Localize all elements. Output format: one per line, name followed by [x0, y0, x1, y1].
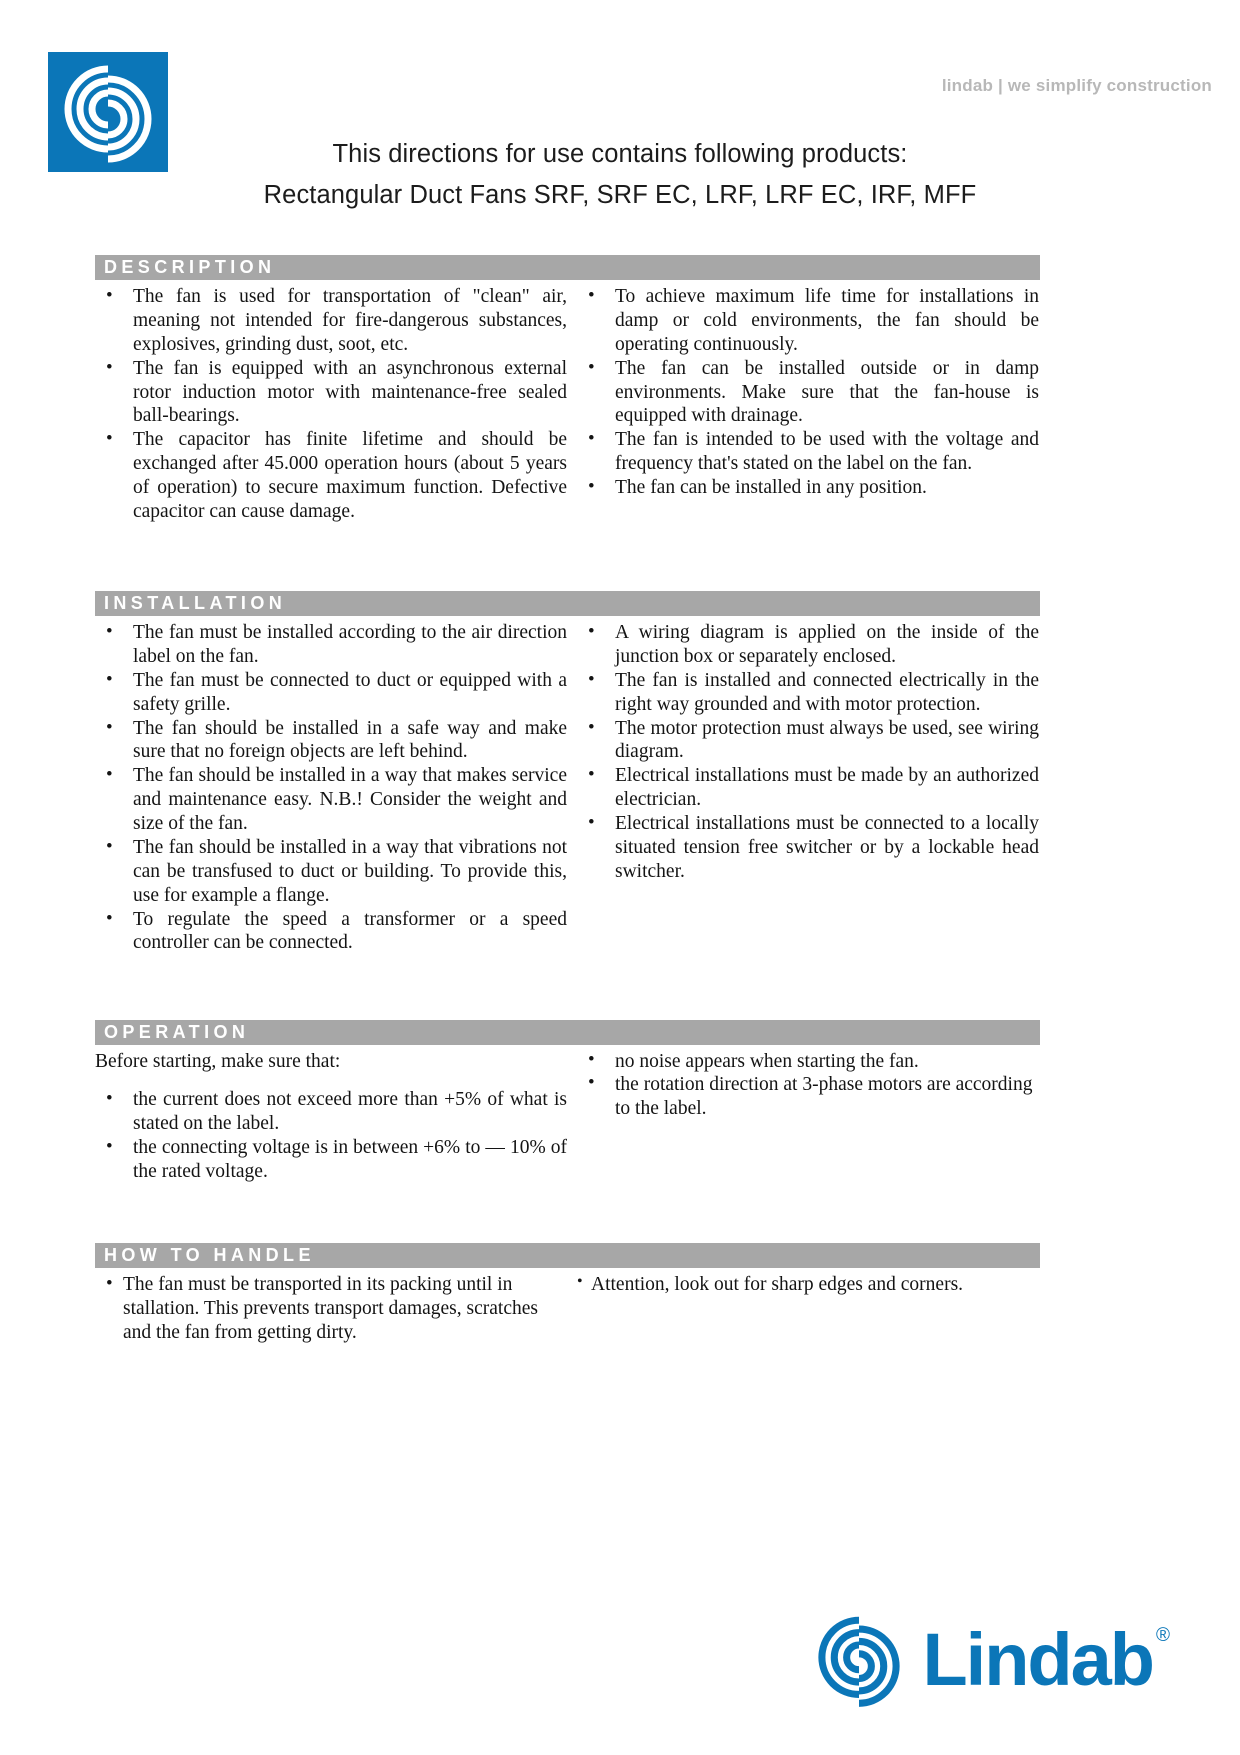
section-heading-label: DESCRIPTION: [104, 257, 276, 277]
page-title-line-2: Rectangular Duct Fans SRF, SRF EC, LRF, LRF EC, IRF, MFF: [263, 181, 977, 209]
page-header: [0, 0, 1240, 232]
list-item: • To regulate the speed a transformer or a speed controller can be connected.: [95, 908, 567, 956]
list-item: • The fan must be connected to duct or equipped with a safety grille.: [95, 669, 567, 717]
list-item: • Electrical installations must be made by an authorized electrician.: [577, 764, 1039, 812]
section-how-to-handle: [95, 1243, 1040, 1345]
bullet-list-left: [95, 1273, 567, 1345]
section-columns: [95, 1050, 1040, 1183]
bullet-list-right: [577, 285, 1039, 500]
section-header-installation: [95, 591, 1040, 616]
list-item: • The capacitor has finite lifetime and should be exchanged after 45.000 operation hours (about 5 years of operation) to secure maximum function. Defective capacitor can cause damage.: [95, 428, 567, 524]
section-columns: [95, 621, 1040, 955]
column-left: [95, 621, 567, 955]
bullet-list-left: [95, 1088, 567, 1184]
column-right: [567, 1050, 1039, 1183]
list-item: • The fan is intended to be used with the voltage and frequency that's stated on the label on the fan.: [577, 428, 1039, 476]
list-item: • To achieve maximum life time for installations in damp or cold environments, the fan should be operating continuously.: [577, 285, 1039, 357]
bullet-list-right: [577, 1050, 1039, 1120]
list-item: • The fan is equipped with an asynchronous external rotor induction motor with maintenance-free sealed ball-bearings.: [95, 357, 567, 429]
list-item: • The fan must be transported in its packing until in stallation. This prevents transport damages, scratches and the fan from getting dirty.: [95, 1273, 567, 1345]
list-item: • The fan is installed and connected electrically in the right way grounded and with motor protection.: [577, 669, 1039, 717]
list-item: • The fan can be installed outside or in damp environments. Make sure that the fan-house is equipped with drainage.: [577, 357, 1039, 429]
section-operation: [95, 1020, 1040, 1183]
page-footer: [0, 1603, 1240, 1713]
bullet-list-left: [95, 621, 567, 955]
section-heading-label: HOW TO HANDLE: [104, 1245, 315, 1265]
list-item: • the connecting voltage is in between +6% to — 10% of the rated voltage.: [95, 1136, 567, 1184]
bullet-list-right: [577, 621, 1039, 884]
brand-tagline: lindab | we simplify construction: [941, 76, 1212, 95]
list-item: • no noise appears when starting the fan.: [577, 1050, 1039, 1073]
column-left: [95, 1273, 567, 1345]
registered-trademark-symbol: ®: [1156, 1625, 1170, 1646]
column-right: [567, 1273, 1039, 1345]
list-item: • Attention, look out for sharp edges and corners.: [577, 1273, 1039, 1297]
section-header-description: [95, 255, 1040, 280]
bullet-list-left: [95, 285, 567, 524]
column-left: [95, 1050, 567, 1183]
list-item: • the current does not exceed more than +5% of what is stated on the label.: [95, 1088, 567, 1136]
list-item: • The fan can be installed in any position.: [577, 476, 1039, 500]
lindab-logo-icon: [806, 1607, 912, 1713]
section-header-operation: [95, 1020, 1040, 1045]
operation-lead-text: Before starting, make sure that:: [95, 1051, 341, 1072]
list-item: • the rotation direction at 3-phase motors are according to the label.: [577, 1073, 1039, 1120]
list-item: • Electrical installations must be connected to a locally situated tension free switcher or by a lockable head switcher.: [577, 812, 1039, 884]
section-heading-label: OPERATION: [104, 1022, 250, 1042]
section-heading-label: INSTALLATION: [104, 593, 287, 613]
list-item: • A wiring diagram is applied on the inside of the junction box or separately enclosed.: [577, 621, 1039, 669]
list-item: • The fan should be installed in a way that vibrations not can be transfused to duct or building. To provide this, use for example a flange.: [95, 836, 567, 908]
footer-lindab-logo: [806, 1607, 1170, 1713]
list-item: • The fan is used for transportation of "clean" air, meaning not intended for fire-dangerous substances, explosives, grinding dust, soot, etc.: [95, 285, 567, 357]
list-item: • The fan should be installed in a safe way and make sure that no foreign objects are left behind.: [95, 717, 567, 765]
footer-wordmark: Lindab: [922, 1617, 1153, 1701]
section-description: [95, 255, 1040, 524]
column-right: [567, 285, 1039, 524]
section-header-how-to-handle: [95, 1243, 1040, 1268]
list-item: • The motor protection must always be used, see wiring diagram.: [577, 717, 1039, 765]
section-columns: [95, 1273, 1040, 1345]
column-right: [567, 621, 1039, 955]
section-columns: [95, 285, 1040, 524]
list-item: • The fan must be installed according to the air direction label on the fan.: [95, 621, 567, 669]
section-installation: [95, 591, 1040, 955]
page-title: [0, 140, 1240, 210]
list-item: • The fan should be installed in a way that makes service and maintenance easy. N.B.! Consider the weight and size of the fan.: [95, 764, 567, 836]
column-left: [95, 285, 567, 524]
page-title-line-1: This directions for use contains following products:: [332, 140, 908, 168]
